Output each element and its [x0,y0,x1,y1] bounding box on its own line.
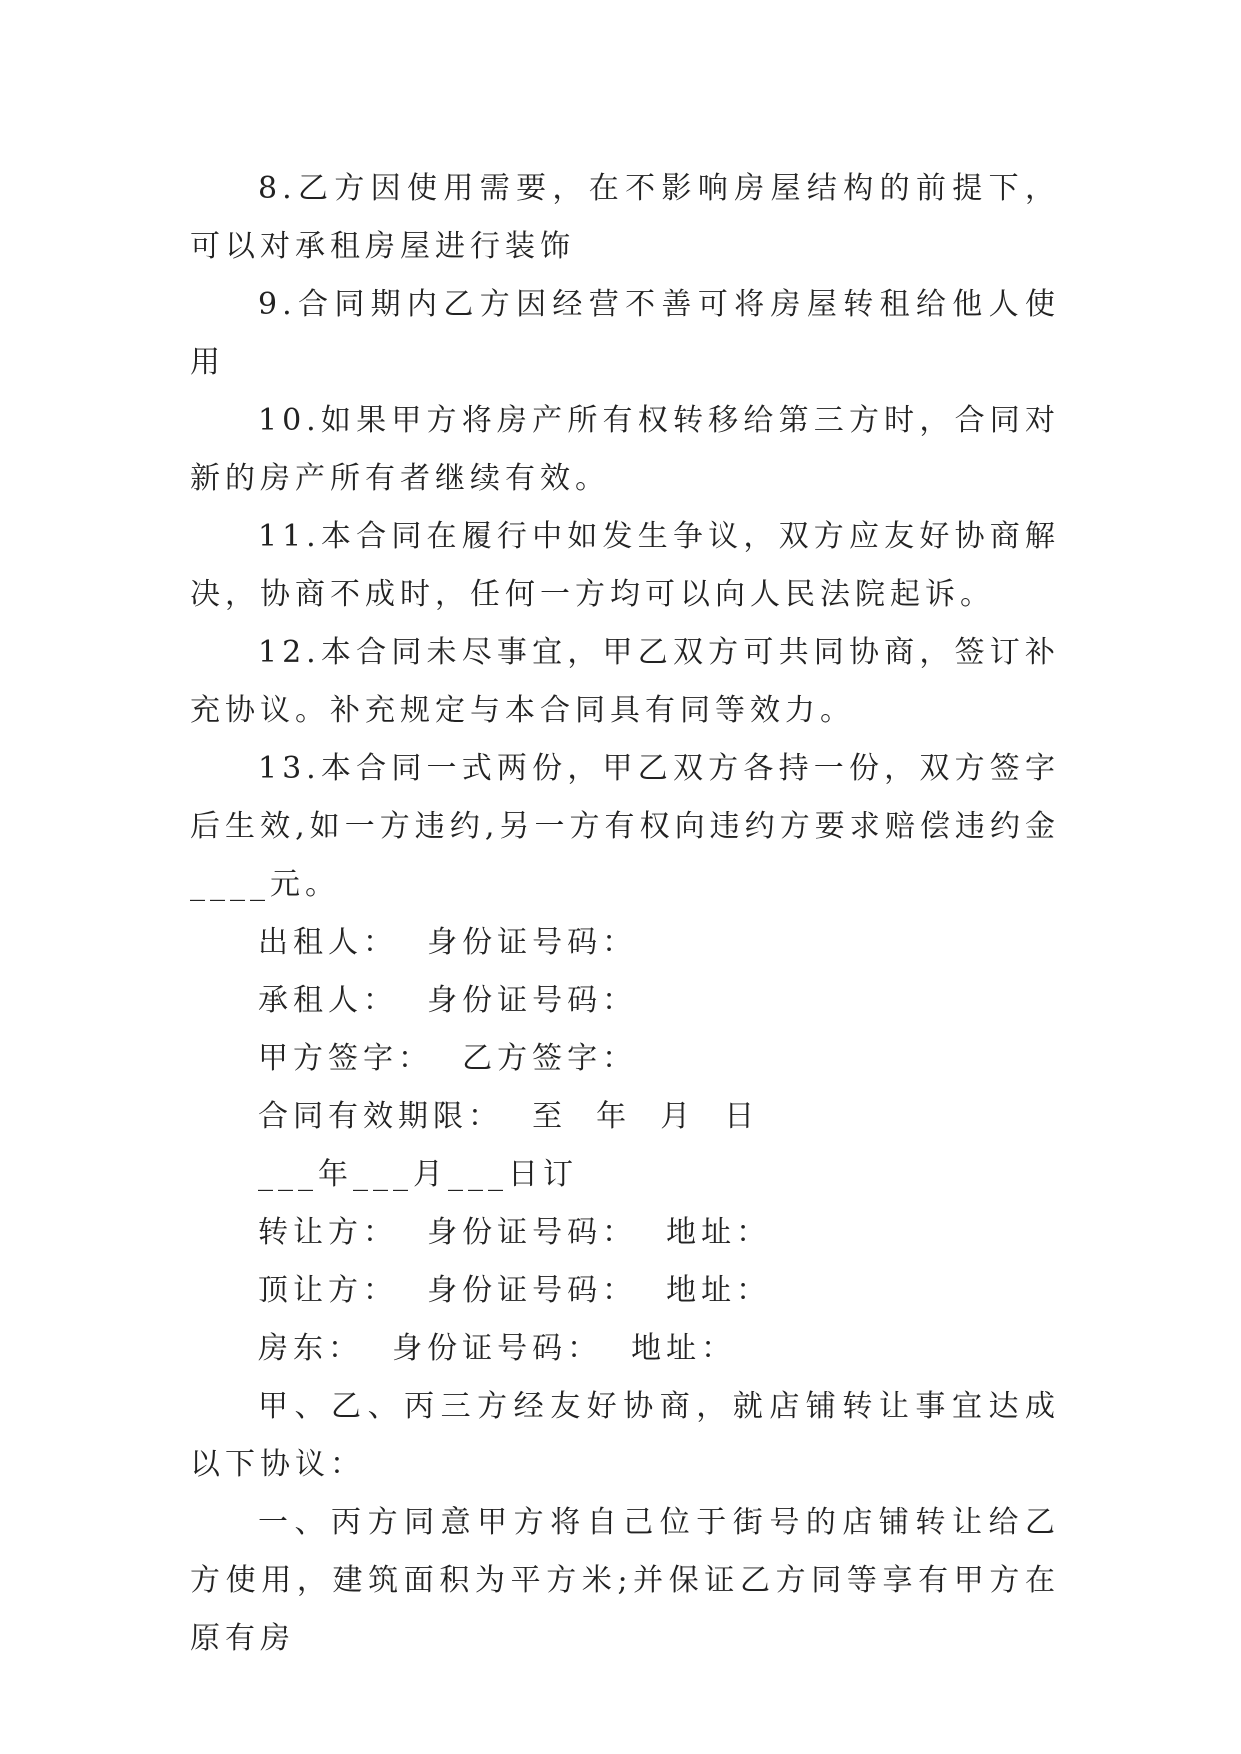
landlord-line: 房东： 身份证号码： 地址： [258,1331,737,1366]
clause-13: 13.本合同一式两份，甲乙双方各持一份，双方签字后生效,如一方违约,另一方有权向违约方要求赔偿违约金____元。 [190,751,1060,902]
transferee-line: 顶让方： 身份证号码： 地址： [258,1273,772,1308]
document-body [190,160,1060,1668]
validity-period-line: 合同有效期限： 至 年 月 日 [258,1099,760,1134]
clause-11: 11.本合同在履行中如发生争议，双方应友好协商解决，协商不成时，任何一方均可以向人民法院起诉。 [190,519,1060,612]
lessor-line: 出租人： 身份证号码： [258,925,638,960]
lessee-line: 承租人： 身份证号码： [258,983,638,1018]
clause-9: 9.合同期内乙方因经营不善可将房屋转租给他人使用 [190,287,1060,380]
signing-date-line: ___年___月___日订 [258,1157,578,1192]
agreement-intro: 甲、乙、丙三方经友好协商，就店铺转让事宜达成以下协议： [190,1389,1060,1482]
clause-12: 12.本合同未尽事宜，甲乙双方可共同协商，签订补充协议。补充规定与本合同具有同等效力。 [190,635,1060,728]
clause-10: 10.如果甲方将房产所有权转移给第三方时，合同对新的房产所有者继续有效。 [190,403,1060,496]
transferor-line: 转让方： 身份证号码： 地址： [258,1215,772,1250]
clause-one: 一、丙方同意甲方将自己位于街号的店铺转让给乙方使用，建筑面积为平方米;并保证乙方同等享有甲方在原有房 [190,1505,1060,1656]
clause-8: 8.乙方因使用需要，在不影响房屋结构的前提下，可以对承租房屋进行装饰 [190,171,1060,264]
signature-line: 甲方签字： 乙方签字： [258,1041,638,1076]
